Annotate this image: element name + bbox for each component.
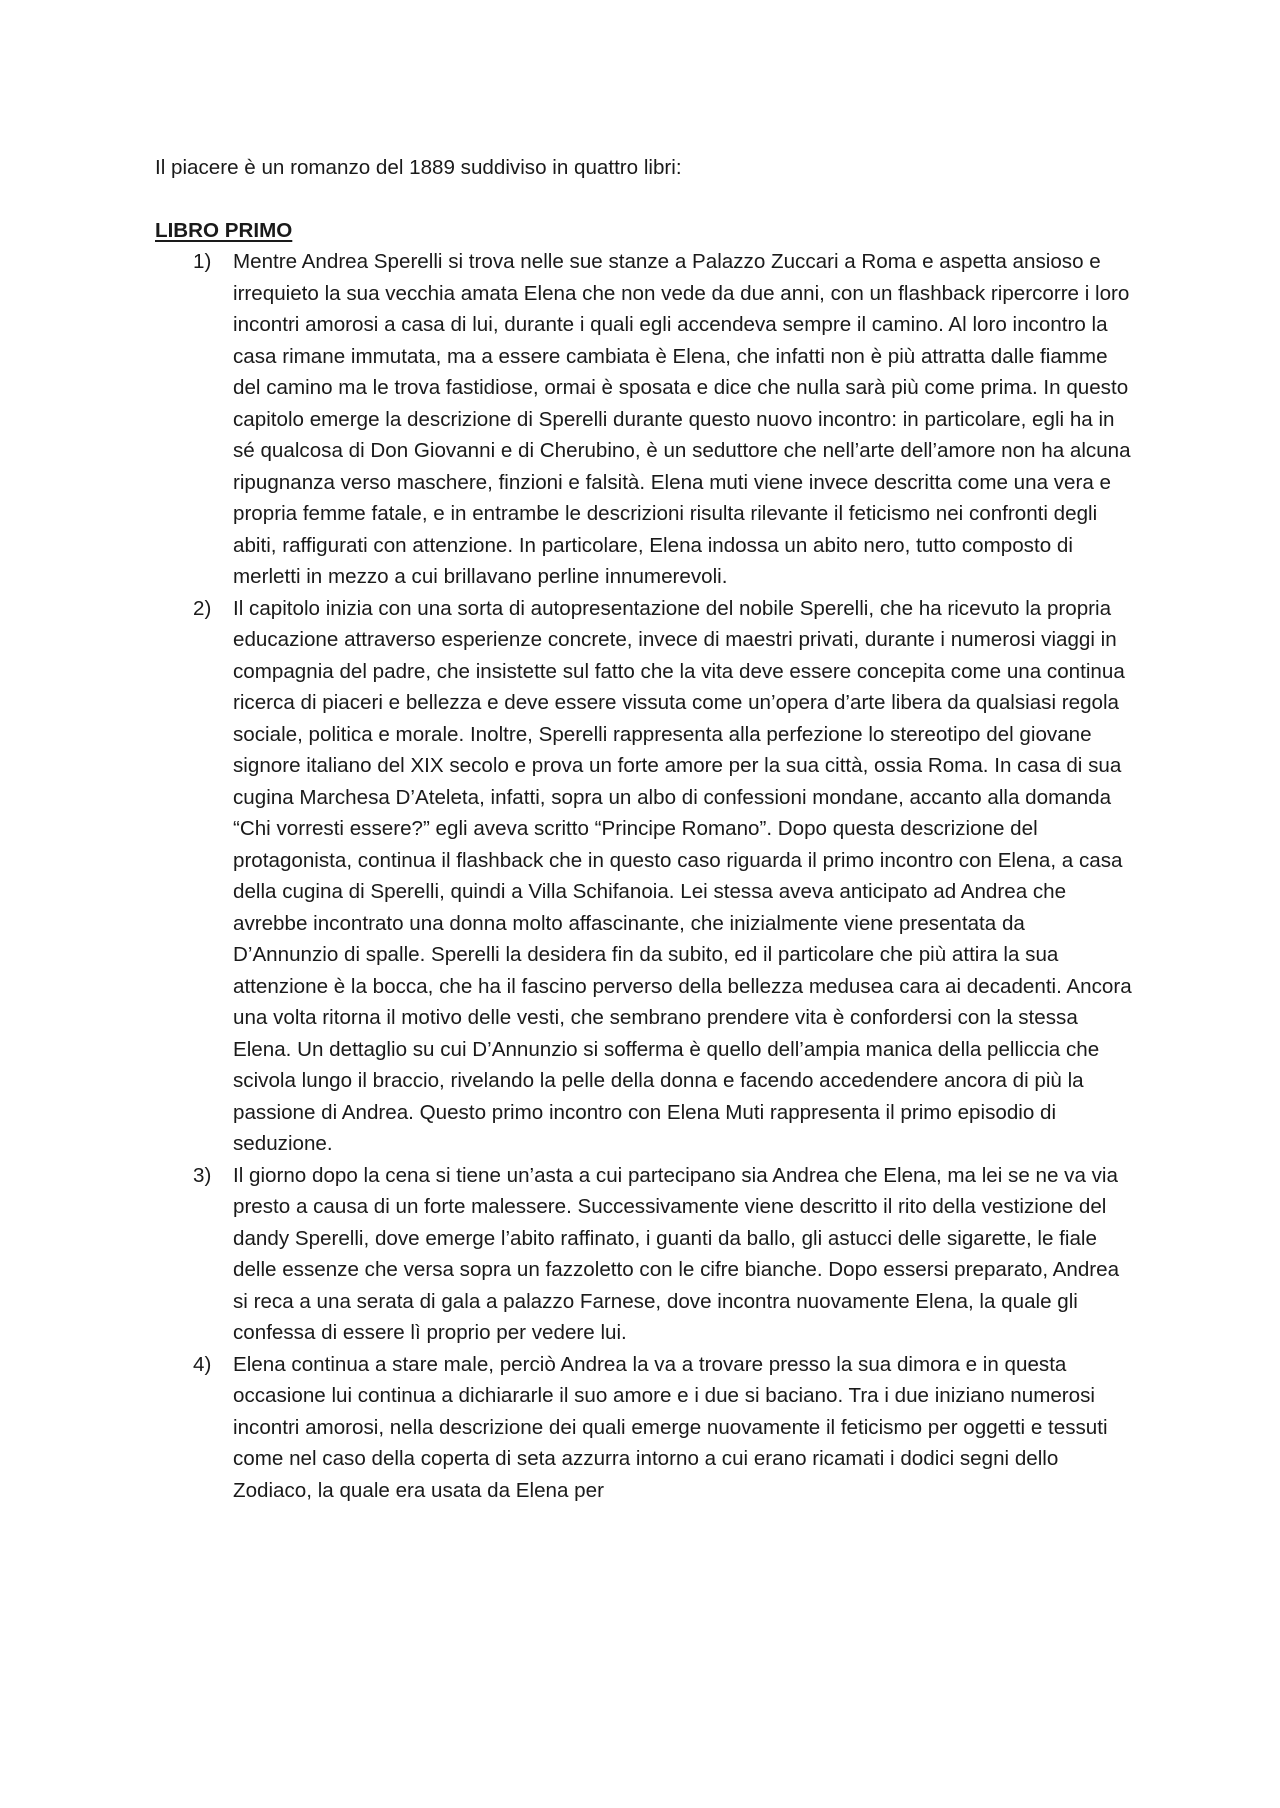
item-text: Il giorno dopo la cena si tiene un’asta a cui partecipano sia Andrea che Elena, ma lei se ne va via presto a causa di un forte malessere. Successivamente viene descritto il rito della vestizione del dandy Sperelli, dove emerge l’abito raffinato, i guanti da ballo, gli astucci delle sigarette, le fiale delle essenze che versa sopra un fazzoletto con le cifre bianche. Dopo essersi preparato, Andrea si reca a una serata di gala a palazzo Farnese, dove incontra nuovamente Elena, la quale gli confessa di essere lì proprio per vedere lui. <box>233 1163 1120 1344</box>
list-item <box>155 1160 1133 1349</box>
item-text: Il capitolo inizia con una sorta di autopresentazione del nobile Sperelli, che ha ricevuto la propria educazione attraverso esperienze concrete, invece di maestri privati, durante i numerosi viaggi in compagnia del padre, che insistette sul fatto che la vita deve essere concepita come una continua ricerca di piaceri e bellezza e deve essere vissuta come un’opera d’arte libera da qualsiasi regola sociale, politica e morale. Inoltre, Sperelli rappresenta alla perfezione lo stereotipo del giovane signore italiano del XIX secolo e prova un forte amore per la sua città, ossia Roma. In casa di sua cugina Marchesa D’Ateleta, infatti, sopra un albo di confessioni mondane, accanto alla domanda “Chi vorresti essere?” egli aveva scritto “Principe Romano”. Dopo questa descrizione del protagonista, continua il flashback che in questo caso riguarda il primo incontro con Elena, a casa della cugina di Sperelli, quindi a Villa Schifanoia. Lei stessa aveva anticipato ad Andrea che avrebbe incontrato una donna molto affascinante, che inizialmente viene presentata da D’Annunzio di spalle. Sperelli la desidera fin da subito, ed il particolare che più attira la sua attenzione è la bocca, che ha il fascino perverso della bellezza medusea cara ai decadenti. Ancora una volta ritorna il motivo delle vesti, che sembrano prendere vita è confordersi con la stessa Elena. Un dettaglio su cui D’Annunzio si sofferma è quello dell’ampia manica della pelliccia che scivola lungo il braccio, rivelando la pelle della donna e facendo accedendere ancora di più la passione di Andrea. Questo primo incontro con Elena Muti rappresenta il primo episodio di seduzione. <box>233 596 1132 1155</box>
section-title: LIBRO PRIMO <box>155 218 293 242</box>
list-item <box>155 246 1133 593</box>
item-number: 4) <box>193 1352 212 1376</box>
item-number: 1) <box>193 250 212 273</box>
item-text: Elena continua a stare male, perciò Andrea la va a trovare presso la sua dimora e in questa occasione lui continua a dichiararle il suo amore e i due si baciano. Tra i due iniziano numerosi incontri amorosi, nella descrizione dei quali emerge nuovamente il feticismo per oggetti e tessuti come nel caso della coperta di seta azzurra intorno a cui erano ricamati i dodici segni dello Zodiaco, la quale era usata da Elena per <box>233 1352 1108 1502</box>
item-number: 2) <box>193 596 212 620</box>
list-item <box>155 1349 1133 1507</box>
chapter-list <box>155 246 1135 1506</box>
document-page <box>155 152 1135 1506</box>
item-text: Mentre Andrea Sperelli si trova nelle sue stanze a Palazzo Zuccari a Roma e aspetta ansioso e irrequieto la sua vecchia amata Elena che non vede da due anni, con un flashback ripercorre i loro incontri amorosi a casa di lui, durante i quali egli accendeva sempre il camino. Al loro incontro la casa rimane immutata, ma a essere cambiata è Elena, che infatti non è più attratta dalle fiamme del camino ma le trova fastidiose, ormai è sposata e dice che nulla sarà più come prima. In questo capitolo emerge la descrizione di Sperelli durante questo nuovo incontro: in particolare, egli ha in sé qualcosa di Don Giovanni e di Cherubino, è un seduttore che nell’arte dell’amore non ha alcuna ripugnanza verso maschere, finzioni e falsità. Elena muti viene invece descritta come una vera e propria femme fatale, e in entrambe le descrizioni risulta rilevante il feticismo nei confronti degli abiti, raffigurati con attenzione. In particolare, Elena indossa un abito nero, tutto composto di merletti in mezzo a cui brillavano perline innumerevoli. <box>233 250 1131 588</box>
intro-paragraph: Il piacere è un romanzo del 1889 suddiviso in quattro libri: <box>155 156 682 179</box>
list-item <box>155 593 1133 1160</box>
item-number: 3) <box>193 1163 212 1187</box>
